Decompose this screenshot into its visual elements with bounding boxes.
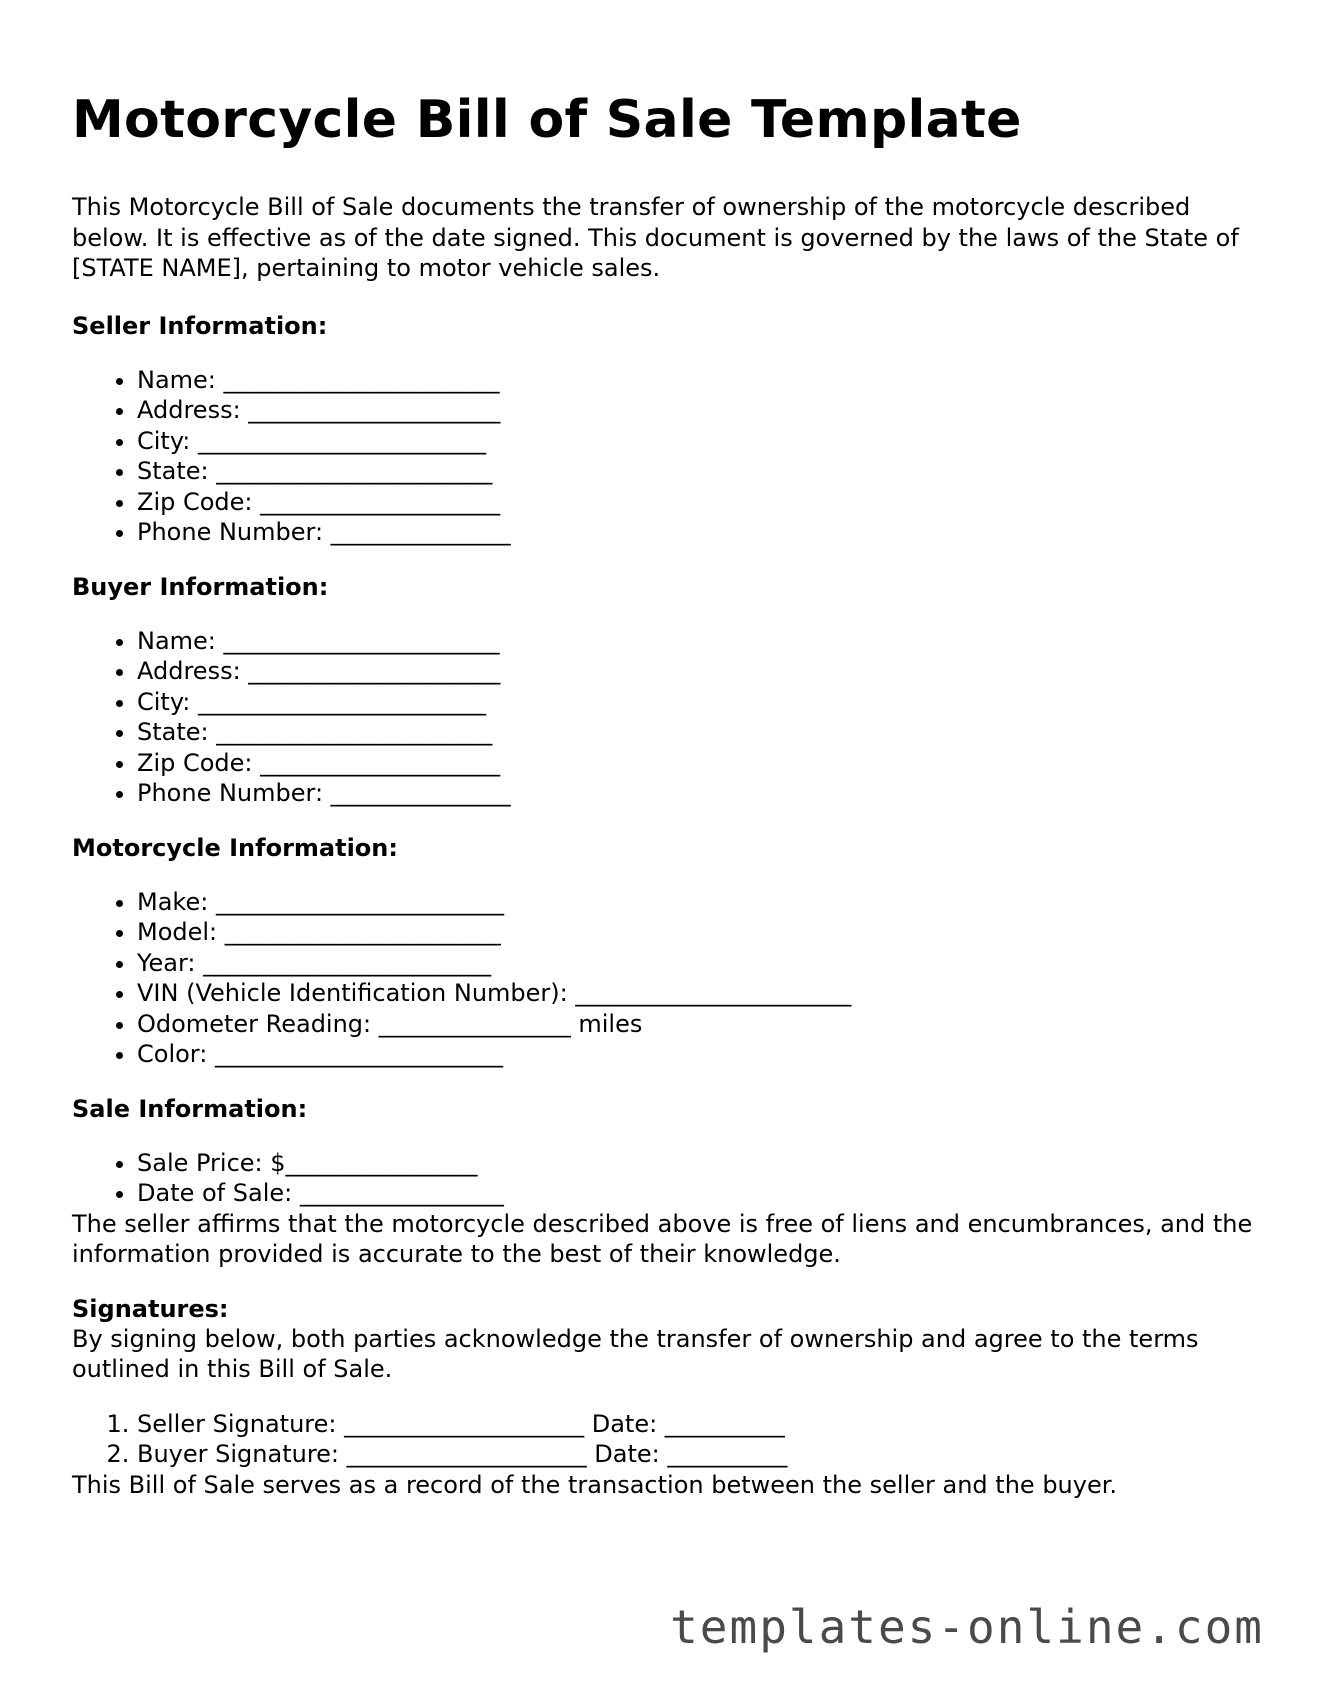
sale-list	[72, 1148, 1262, 1209]
signatures-list	[72, 1409, 1262, 1470]
closing-paragraph: This Bill of Sale serves as a record of the transaction between the seller and the buyer.	[72, 1470, 1118, 1499]
intro-paragraph: This Motorcycle Bill of Sale documents the transfer of ownership of the motorcycle described below. It is effective as of the date signed. This document is governed by the laws of the State of [STATE NAME], pertaining to motor vehicle sales.	[72, 193, 1239, 282]
buyer-list	[72, 626, 1262, 809]
motorcycle-vin-field: • VIN (Vehicle Identification Number): _______________________	[137, 978, 1262, 1009]
motorcycle-make-field: • Make: ________________________	[137, 887, 1262, 918]
motorcycle-list	[72, 887, 1262, 1070]
seller-name-field: • Name: _______________________	[137, 365, 1262, 396]
page-title: Motorcycle Bill of Sale Template	[72, 90, 1022, 150]
motorcycle-heading: Motorcycle Information:	[72, 833, 398, 862]
seller-heading: Seller Information:	[72, 311, 328, 340]
seller-list	[72, 365, 1262, 548]
watermark: templates-online.com	[670, 1600, 1264, 1654]
signatures-heading: Signatures:	[72, 1294, 229, 1323]
buyer-zip-field: • Zip Code: ____________________	[137, 748, 1262, 779]
sale-price-field: • Sale Price: $________________	[137, 1148, 1262, 1179]
seller-address-field: • Address: _____________________	[137, 395, 1262, 426]
buyer-phone-field: • Phone Number: _______________	[137, 778, 1262, 809]
seller-city-field: • City: ________________________	[137, 426, 1262, 457]
seller-zip-field: • Zip Code: ____________________	[137, 487, 1262, 518]
motorcycle-model-field: • Model: _______________________	[137, 917, 1262, 948]
buyer-heading: Buyer Information:	[72, 572, 329, 601]
motorcycle-odometer-field: • Odometer Reading: ________________ miles	[137, 1009, 1262, 1040]
sale-heading: Sale Information:	[72, 1094, 308, 1123]
seller-signature-line: 1. Seller Signature: ____________________ Date: __________	[137, 1409, 1262, 1440]
affirmation-paragraph: The seller affirms that the motorcycle described above is free of liens and encumbrances, and the information provided is accurate to the best of their knowledge.	[72, 1209, 1253, 1268]
buyer-signature-line: 2. Buyer Signature: ____________________ Date: __________	[137, 1439, 1262, 1470]
document-page	[72, 0, 1262, 1500]
buyer-address-field: • Address: _____________________	[137, 656, 1262, 687]
motorcycle-year-field: • Year: ________________________	[137, 948, 1262, 979]
buyer-city-field: • City: ________________________	[137, 687, 1262, 718]
seller-phone-field: • Phone Number: _______________	[137, 517, 1262, 548]
buyer-name-field: • Name: _______________________	[137, 626, 1262, 657]
motorcycle-color-field: • Color: ________________________	[137, 1039, 1262, 1070]
buyer-state-field: • State: _______________________	[137, 717, 1262, 748]
sale-date-field: • Date of Sale: _________________	[137, 1178, 1262, 1209]
seller-state-field: • State: _______________________	[137, 456, 1262, 487]
signatures-paragraph: By signing below, both parties acknowledge the transfer of ownership and agree to the terms outlined in this Bill of Sale.	[72, 1324, 1199, 1383]
